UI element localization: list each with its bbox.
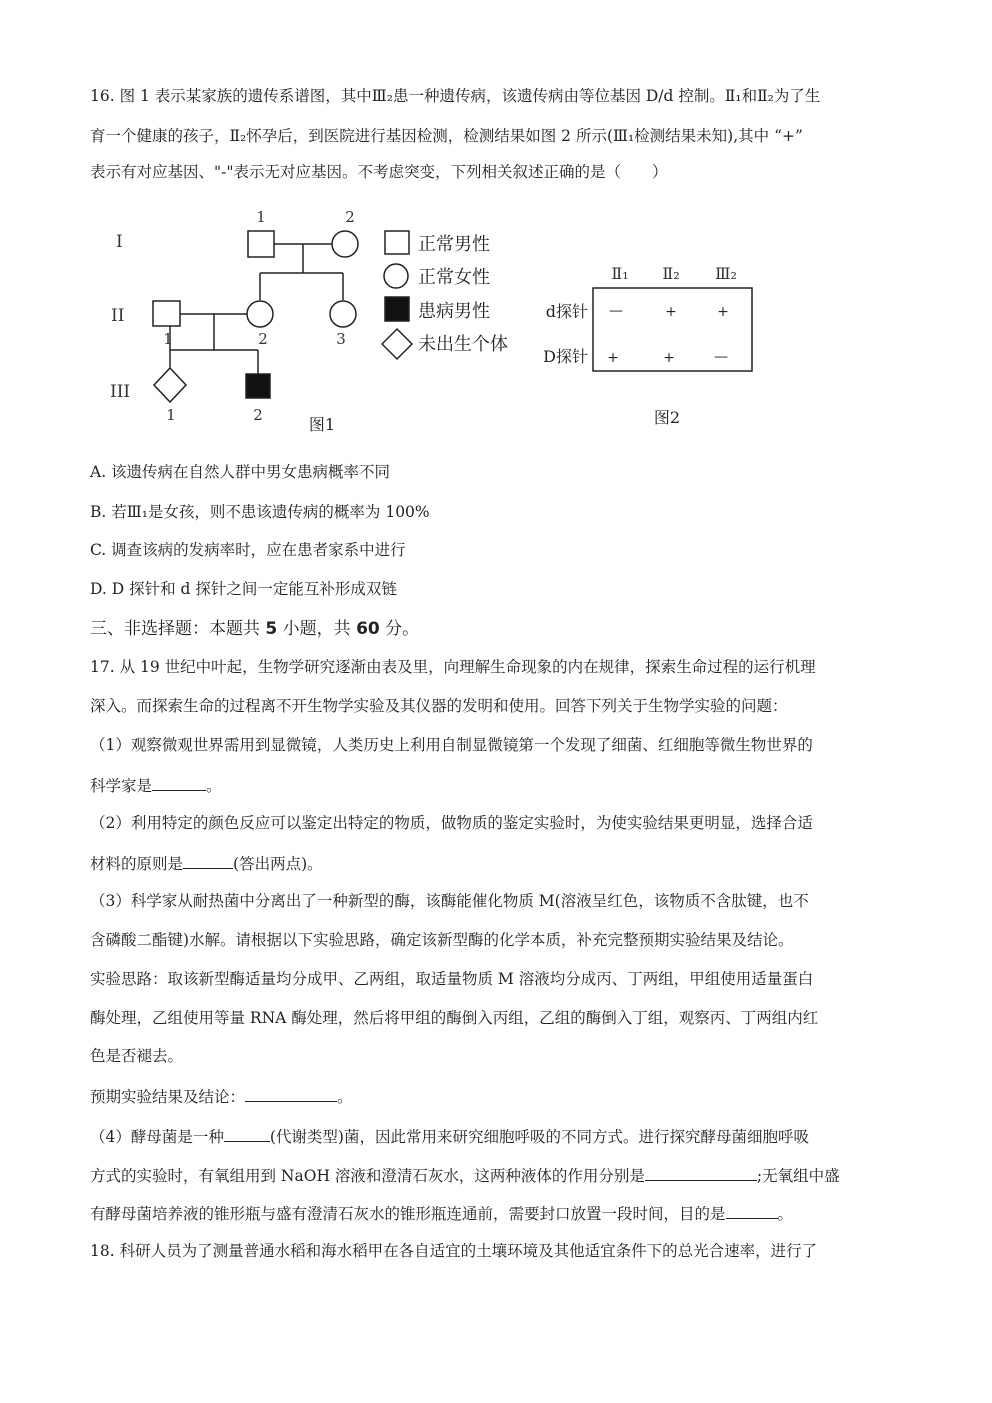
col-ii1-header: Ⅱ₁ [611, 264, 629, 283]
q17-part4-mid: (代谢类型)菌，因此常用来研究细胞呼吸的不同方式。进行探究酵母菌细胞呼吸 [269, 1128, 809, 1146]
q17-part3-line-3: 实验思路：取该新型酶适量均分成甲、乙两组，取适量物质 M 溶液均分成丙、丁两组，甲组使用适量蛋白 [90, 970, 814, 988]
answer-blank-2[interactable] [183, 852, 233, 869]
col-iii2-header: Ⅲ₂ [715, 264, 737, 283]
q17-part2-line-2 [90, 852, 323, 874]
q18-line-1: 18. 科研人员为了测量普通水稻和海水稻甲在各自适宜的土壤环境及其他适宜条件下的总光合速率，进行了 [90, 1242, 818, 1260]
figure1-caption: 图1 [308, 415, 336, 434]
answer-blank-5[interactable] [645, 1164, 757, 1181]
cell-d-iii2: + [717, 304, 729, 320]
q17-part3-line-6 [90, 1085, 353, 1107]
q17-part1-prompt: 科学家是 [90, 777, 153, 795]
ii3-normal-female [330, 301, 356, 327]
q17-part1-line-2 [90, 774, 222, 796]
legend-affected-male-icon [385, 297, 409, 321]
ii3-number: 3 [336, 330, 346, 348]
d-probe-label: d探针 [545, 302, 588, 321]
section-3-score: 60 [356, 619, 380, 639]
answer-blank-1[interactable] [152, 774, 206, 791]
section-3-prefix: 三、非选择题：本题共 [90, 619, 266, 639]
q17-part2-prompt: 材料的原则是 [90, 855, 184, 873]
q17-part4-end: 。 [777, 1205, 794, 1223]
q17-part2-end: (答出两点)。 [233, 855, 323, 873]
q17-part4-mid-2: ;无氧组中盛 [756, 1167, 840, 1185]
col-ii2-header: Ⅱ₂ [662, 264, 680, 283]
legend-unborn-icon [382, 329, 412, 359]
ii1-number: 1 [163, 330, 173, 348]
legend-affected-male-label: 患病男性 [418, 301, 490, 322]
iii2-number: 2 [253, 406, 263, 424]
q17-part4-prompt: （4）酵母菌是一种 [90, 1128, 224, 1146]
section-3-suffix: 分。 [379, 619, 420, 639]
q16-option-c: C. 调查该病的发病率时，应在患者家系中进行 [90, 541, 406, 559]
i2-normal-female [332, 231, 358, 257]
q16-line-2: 育一个健康的孩子，Ⅱ₂怀孕后，到医院进行基因检测，检测结果如图 2 所示(Ⅲ₁检测结果未知),其中 “+” [90, 127, 803, 145]
pedigree-figure [100, 200, 530, 440]
q17-part1-line-1: （1）观察微观世界需用到显微镜，人类历史上利用自制显微镜第一个发现了细菌、红细胞等微生物世界的 [90, 736, 813, 754]
q17-part3-line-2: 含磷酸二酯键)水解。请根据以下实验思路，确定该新型酶的化学本质，补充完整预期实验结果及结论。 [90, 931, 794, 949]
figure2-caption: 图2 [653, 408, 681, 427]
iii2-affected-male [246, 374, 270, 398]
cell-d-ii1: — [609, 303, 623, 319]
cell-bigd-iii2: — [714, 349, 728, 365]
q17-part4-prompt-2: 方式的实验时，有氧组用到 NaOH 溶液和澄清石灰水，这两种液体的作用分别是 [90, 1167, 645, 1185]
q17-part4-line-1 [90, 1125, 809, 1147]
ii2-normal-female [247, 301, 273, 327]
q16-option-b: B. 若Ⅲ₁是女孩，则不患该遗传病的概率为 100% [90, 503, 430, 521]
q17-part3-prompt: 预期实验结果及结论： [90, 1088, 246, 1106]
ii1-normal-male [153, 301, 180, 326]
q16-option-a: A. 该遗传病在自然人群中男女患病概率不同 [90, 463, 391, 481]
q17-part3-line-1: （3）科学家从耐热菌中分离出了一种新型的酶，该酶能催化物质 M(溶液呈红色，该物质不含肽键，也不 [90, 892, 809, 910]
q17-part4-prompt-3: 有酵母菌培养液的锥形瓶与盛有澄清石灰水的锥形瓶连通前，需要封口放置一段时间，目的是 [90, 1205, 726, 1223]
legend-normal-female-label: 正常女性 [418, 267, 490, 288]
answer-blank-3[interactable] [245, 1085, 337, 1102]
answer-blank-6[interactable] [726, 1202, 778, 1219]
cell-d-ii2: + [665, 304, 677, 320]
section-3-middle: 小题，共 [277, 619, 357, 639]
q17-line-1: 17. 从 19 世纪中叶起，生物学研究逐渐由表及里，向理解生命现象的内在规律，探索生命过程的运行机理 [90, 658, 816, 676]
section-3-heading [90, 619, 419, 639]
generation-i-label: I [116, 232, 123, 252]
legend-normal-male-icon [385, 231, 409, 254]
q17-part4-line-2 [90, 1164, 840, 1186]
legend-normal-female-icon [384, 264, 408, 288]
iii1-unborn-individual [154, 368, 186, 402]
q16-line-1: 16. 图 1 表示某家族的遗传系谱图，其中Ⅲ₂患一种遗传病，该遗传病由等位基因 D/d 控制。Ⅱ₁和Ⅱ₂为了生 [90, 87, 821, 105]
generation-iii-label: III [110, 382, 131, 402]
legend-normal-male-label: 正常男性 [418, 234, 490, 255]
q17-part3-line-4: 酶处理，乙组使用等量 RNA 酶处理，然后将甲组的酶倒入丙组，乙组的酶倒入丁组，观察丙、丁两组内红 [90, 1009, 819, 1027]
q17-part3-end: 。 [337, 1088, 353, 1106]
iii1-number: 1 [166, 406, 176, 424]
q17-part4-line-3 [90, 1202, 793, 1224]
q17-part2-line-1: （2）利用特定的颜色反应可以鉴定出特定的物质，做物质的鉴定实验时，为使实验结果更明显，选择合适 [90, 814, 813, 832]
answer-blank-4[interactable] [224, 1125, 270, 1142]
probe-result-figure [530, 255, 770, 430]
cell-bigd-ii1: + [607, 350, 619, 366]
q16-option-d: D. D 探针和 d 探针之间一定能互补形成双链 [90, 580, 397, 598]
legend-unborn-label: 未出生个体 [418, 334, 508, 355]
cell-bigd-ii2: + [663, 350, 675, 366]
i1-number: 1 [256, 208, 266, 226]
ii2-number: 2 [258, 330, 268, 348]
section-3-count: 5 [265, 619, 278, 639]
q17-part1-end: 。 [206, 777, 222, 795]
q17-line-2: 深入。而探索生命的过程离不开生物学实验及其仪器的发明和使用。回答下列关于生物学实验的问题： [90, 697, 788, 715]
i2-number: 2 [345, 208, 355, 226]
generation-ii-label: II [111, 306, 125, 326]
q16-line-3: 表示有对应基因、"-"表示无对应基因。不考虑突变，下列相关叙述正确的是（ ） [90, 163, 668, 181]
q17-part3-line-5: 色是否褪去。 [90, 1047, 184, 1065]
big-d-probe-label: D探针 [543, 347, 588, 366]
i1-normal-male [248, 231, 274, 257]
